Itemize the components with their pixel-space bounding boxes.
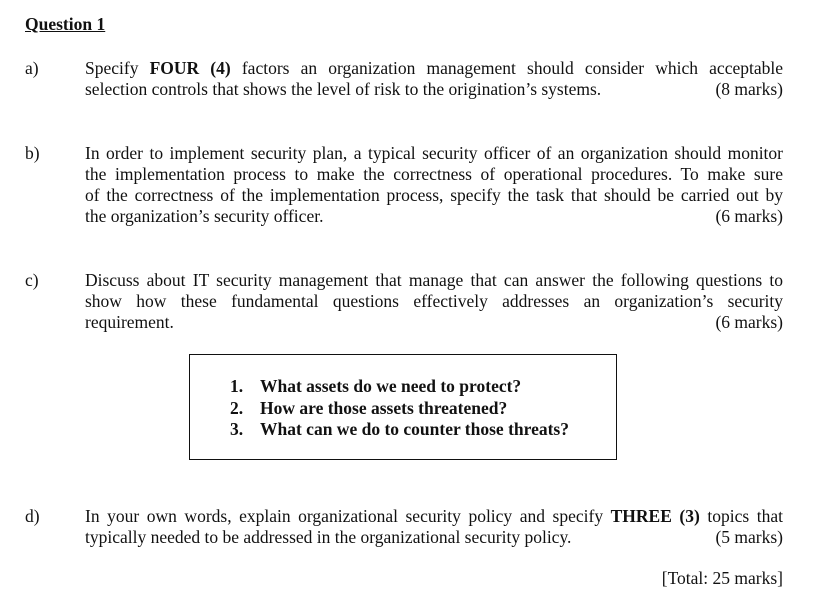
questions-box <box>189 354 617 460</box>
question-c-label: c) <box>25 270 39 290</box>
question-c-line-2: show how these fundamental questions effectively addresses an organization’s security <box>85 291 783 311</box>
total-marks: [Total: 25 marks] <box>661 568 783 588</box>
question-b-text <box>85 143 783 227</box>
question-d-label: d) <box>25 506 40 526</box>
question-b-last-line: the organization’s security officer. (6 marks) <box>85 206 783 226</box>
question-c-line-1: Discuss about IT security management that manage that can answer the following questions to <box>85 270 783 290</box>
question-a-label: a) <box>25 58 39 78</box>
list-item: 2. How are those assets threatened? <box>230 397 508 418</box>
question-d-last-line: typically needed to be addressed in the organizational security policy. (5 marks) <box>85 527 783 547</box>
question-b-line-1: In order to implement security plan, a typical security officer of an organization should monitor <box>85 143 783 163</box>
question-c-text <box>85 270 783 333</box>
question-b-marks: (6 marks) <box>715 206 783 226</box>
question-b-line-2: the implementation process to make the correctness of operational procedures. To make sure <box>85 164 783 184</box>
list-item: 3. What can we do to counter those threats? <box>230 419 569 439</box>
fundamental-questions-list <box>230 376 569 441</box>
list-item: 1. What assets do we need to protect? <box>230 376 522 396</box>
question-c-last-line: requirement. (6 marks) <box>85 312 783 332</box>
question-title: Question 1 <box>25 14 106 34</box>
question-b-label: b) <box>25 143 40 163</box>
question-c-marks: (6 marks) <box>715 312 783 332</box>
question-d-text <box>85 506 783 548</box>
question-a-text <box>85 58 783 100</box>
question-b-line-3: of the correctness of the implementation process, specify the task that should be carried out by <box>85 185 783 205</box>
question-a-marks: (8 marks) <box>715 79 783 99</box>
question-d-marks: (5 marks) <box>715 527 783 547</box>
question-a-line-1: Specify FOUR (4) factors an organization management should consider which acceptable <box>85 58 783 78</box>
question-d-line-1: In your own words, explain organizational security policy and specify THREE (3) topics that <box>85 506 783 526</box>
question-a-last-line: selection controls that shows the level of risk to the origination’s systems. (8 marks) <box>85 79 783 99</box>
